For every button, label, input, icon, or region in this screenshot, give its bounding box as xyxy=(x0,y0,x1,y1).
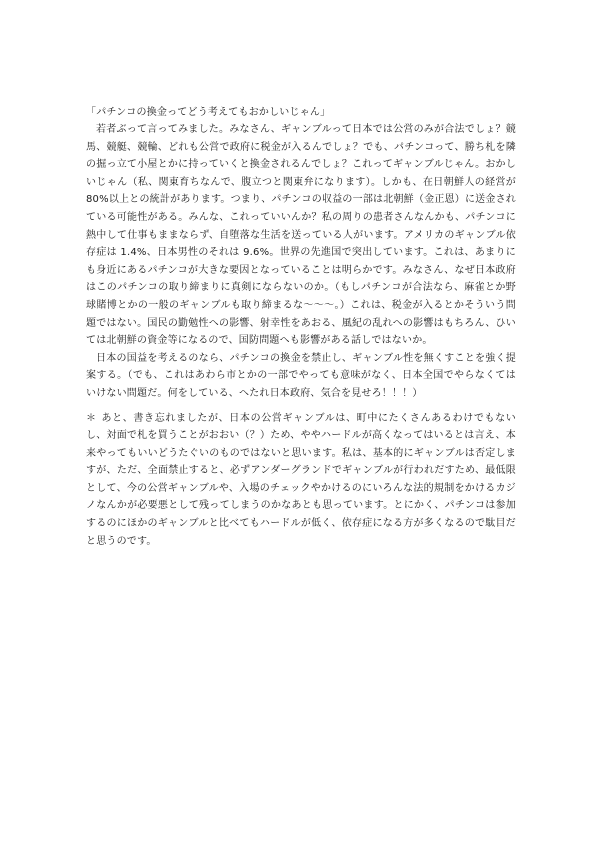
footnote-text: あと、書き忘れましたが、日本の公営ギャンブルは、町中にたくさんあるわけでもないし、対面で札を買うことがおおい（？）ため、ややハードルが高くなってはいるとは言え、本来やってもいいどうたぐいのものではないと思います。私は、基本的にギャンブルは否定しますが、ただ、全面禁止すると、必ずアンダーグランドでギャンブルが行われだすため、最低限として、今の公営ギャンブルや、入場のチェックやかけるのにいろんな法的規制をかけるカジノなんかが必要悪として残ってしまうのかなあとも思っています。とにかく、パチンコは参加するのにほかのギャンブルと比べてもハードルが低く、依存症になる方が多くなるので駄目だと思うのです。 xyxy=(86,412,516,547)
body-paragraph-2: 日本の国益を考えるのなら、パチンコの換金を禁止し、ギャンブル性を無くすことを強く提案する。（でも、これはあわら市とかの一部でやっても意味がなく、日本全国でやらなくてはいけない問題だ。何をしている、へたれ日本政府、気合を見せろ！！！） xyxy=(86,352,516,399)
document-page xyxy=(86,104,516,550)
footnote xyxy=(86,410,516,551)
body-paragraph-1: 若者ぶって言ってみました。みなさん、ギャンブルって日本では公営のみが合法でしょ？競馬、競艇、競輪、どれも公営で政府に税金が入るんでしょ？でも、パチンコって、勝ち札を隣の掘っ立て小屋とかに持っていくと換金されるんでしょ？これってギャンブルじゃん。おかしいじゃん（私、関東育ちなんで、腹立つと関東弁になります）。しかも、在日朝鮮人の経営が 80%以上との統計があります。つまり、パチンコの収益の一部は北朝鮮（金正恩）に送金されている可能性がある。みんな、これっていいんか？私の周りの患者さんなんかも、パチンコに熱中して仕事もままならず、自堕落な生活を送っている人がいます。アメリカのギャンブル依存症は 1.4%、日本男性のそれは 9.6%。世界の先進国で突出しています。これは、あまりにも身近にあるパチンコが大きな要因となっていることは明らかです。みなさん、なぜ日本政府はこのパチンコの取り締まりに真剣にならないのか。（もしパチンコが合法なら、麻雀とか野球賭博とかの一般のギャンブルも取り締まるな～～～。）これは、税金が入るとかそういう問題ではない。国民の勤勉性への影響、射幸性をあおる、風紀の乱れへの影響はもちろん、ひいては北朝鮮の資金等になるので、国防問題へも影響がある話しではないか。 xyxy=(86,124,516,347)
asterisk-mark: ＊ xyxy=(86,412,97,424)
document-title: 「パチンコの換金ってどう考えてもおかしいじゃん」 xyxy=(86,107,331,118)
